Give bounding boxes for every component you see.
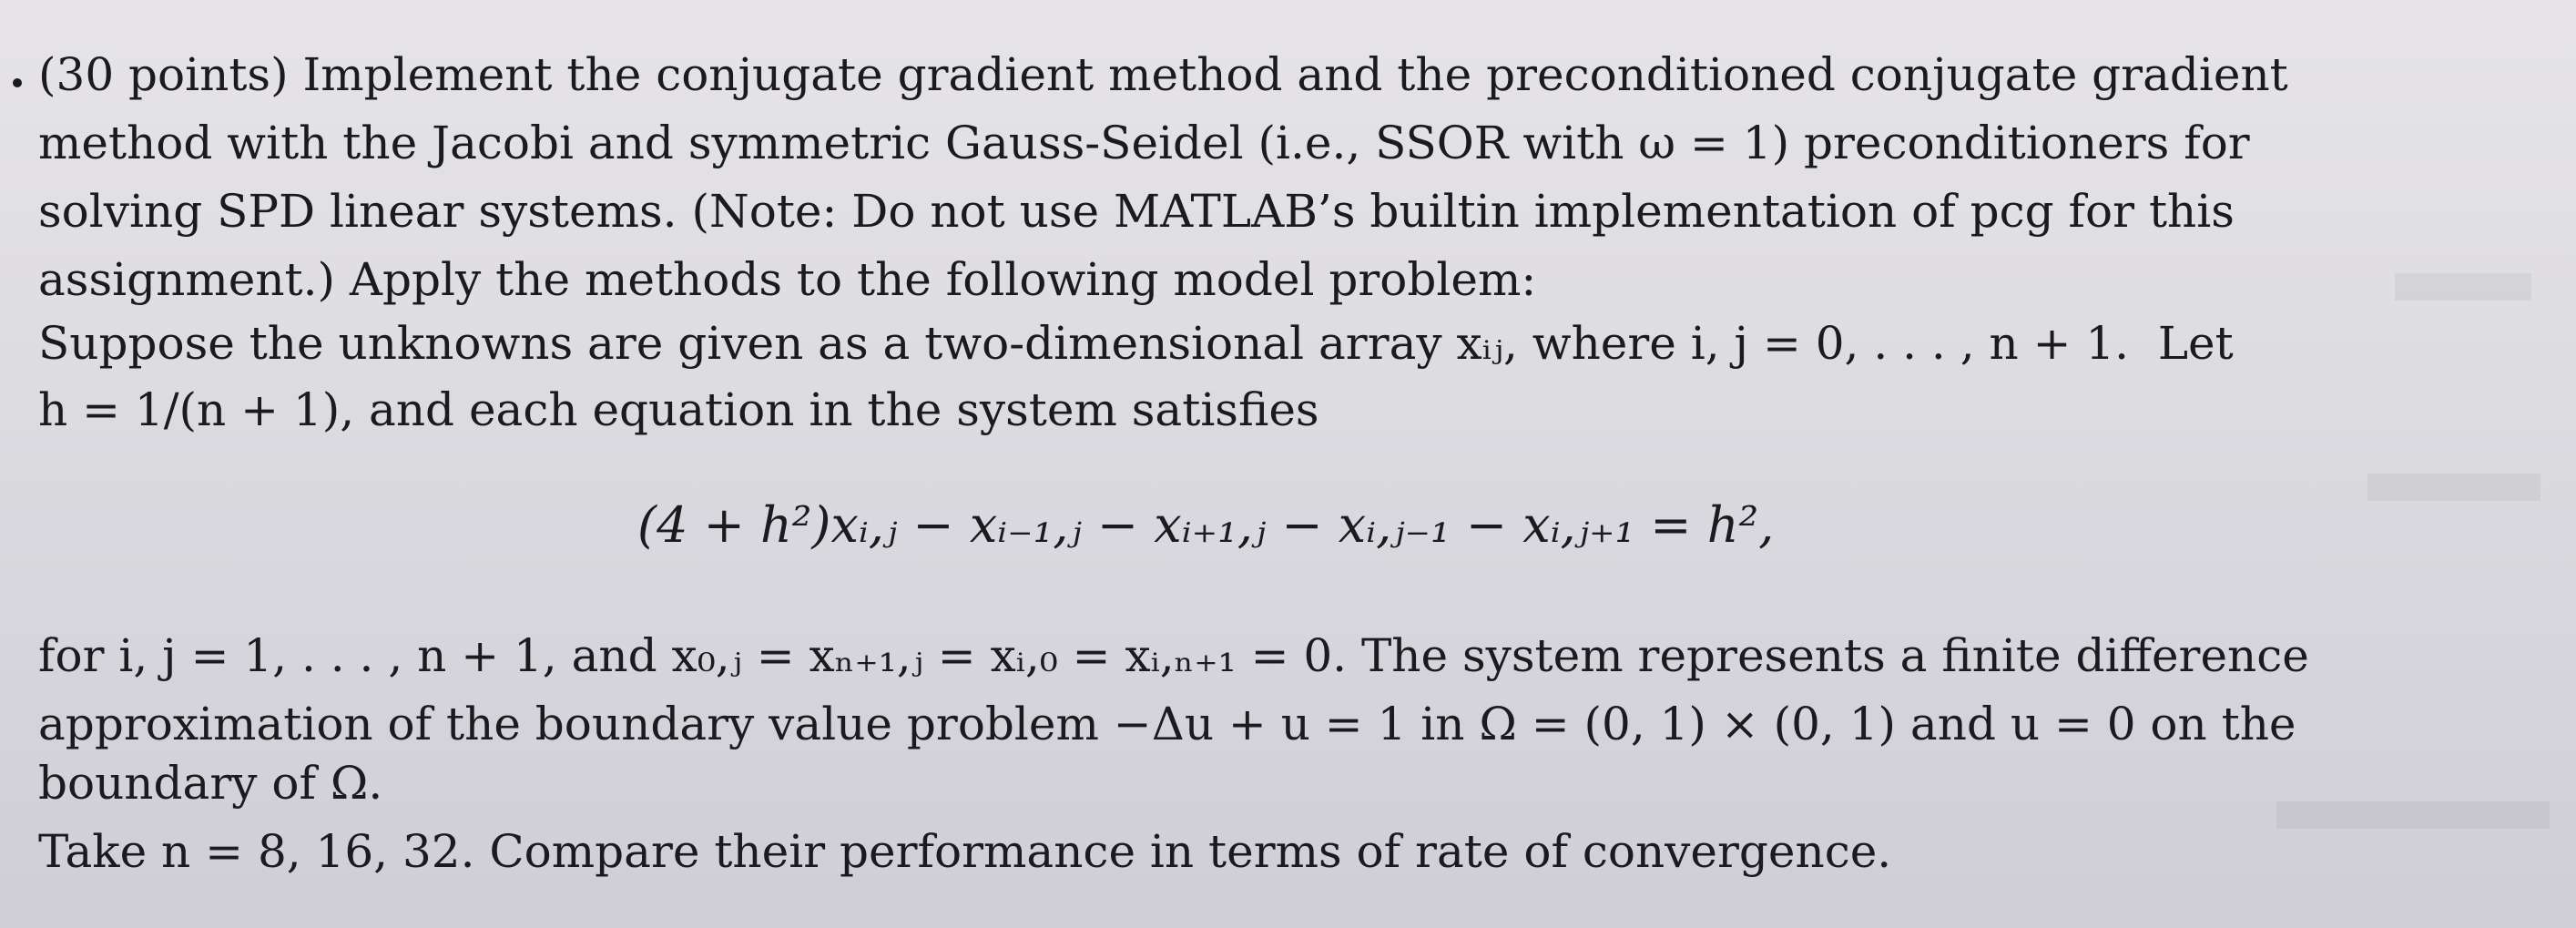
bullet-marker (13, 78, 22, 87)
problem-text-line-11: Take n = 8, 16, 32. Compare their performance in terms of rate of convergence. (38, 825, 1892, 878)
problem-text-line-2: method with the Jacobi and symmetric Gauss-Seidel (i.e., SSOR with ω = 1) preconditioners for (38, 117, 2250, 169)
problem-text-line-6: h = 1/(n + 1), and each equation in the system satisfies (38, 383, 1319, 436)
problem-text-line-8: for i, j = 1, . . . , n + 1, and x₀,ⱼ = xₙ₊₁,ⱼ = xᵢ,₀ = xᵢ,ₙ₊₁ = 0. The system represents a finite difference (38, 629, 2309, 682)
bleed-through-mark (2276, 801, 2550, 829)
bleed-through-mark (2367, 474, 2540, 501)
bleed-through-mark (2395, 273, 2531, 301)
problem-text-line-4: assignment.) Apply the methods to the following model problem: (38, 253, 1537, 306)
problem-text-line-5: Suppose the unknowns are given as a two-dimensional array xᵢⱼ, where i, j = 0, . . . , n + 1. Let (38, 317, 2234, 370)
problem-text-line-10: boundary of Ω. (38, 757, 383, 810)
problem-text-line-1: (30 points) Implement the conjugate gradient method and the preconditioned conjugate gradient (38, 48, 2288, 101)
problem-text-line-9: approximation of the boundary value problem −Δu + u = 1 in Ω = (0, 1) × (0, 1) and u = 0 on the (38, 698, 2296, 750)
problem-text-line-3: solving SPD linear systems. (Note: Do not use MATLAB’s builtin implementation of pcg for this (38, 185, 2235, 238)
finite-difference-equation: (4 + h²)xᵢ,ⱼ − xᵢ₋₁,ⱼ − xᵢ₊₁,ⱼ − xᵢ,ⱼ₋₁ − xᵢ,ⱼ₊₁ = h², (637, 496, 1775, 554)
